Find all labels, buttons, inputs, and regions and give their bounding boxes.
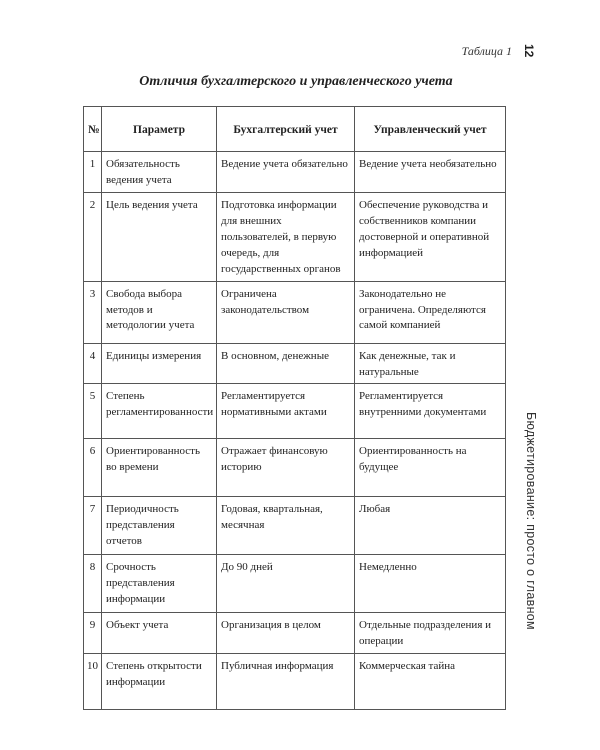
management-cell: Коммерческая тайна [355, 654, 506, 710]
management-cell: Ведение учета необязательно [355, 152, 506, 193]
row-number: 8 [84, 555, 102, 613]
column-header-number: № [84, 107, 102, 152]
management-cell: Немедленно [355, 555, 506, 613]
accounting-cell: До 90 дней [217, 555, 355, 613]
accounting-cell: Регламентируется нормативными актами [217, 384, 355, 439]
accounting-cell: Публичная информация [217, 654, 355, 710]
table-row [84, 497, 506, 555]
column-header-accounting: Бухгалтерский учет [217, 107, 355, 152]
table-header-row [84, 107, 506, 152]
column-header-parameter: Параметр [102, 107, 217, 152]
row-number: 10 [84, 654, 102, 710]
parameter-cell: Цель ведения учета [102, 192, 217, 281]
accounting-cell: Годовая, квартальная, месячная [217, 497, 355, 555]
table-row [84, 613, 506, 654]
parameter-cell: Объект учета [102, 613, 217, 654]
parameter-cell: Степень регламентированности [102, 384, 217, 439]
parameter-cell: Периодичность представления отчетов [102, 497, 217, 555]
row-number: 7 [84, 497, 102, 555]
table-title: Отличия бухгалтерского и управленческого учета [139, 74, 453, 89]
parameter-cell: Ориентированность во времени [102, 439, 217, 497]
row-number: 1 [84, 152, 102, 193]
parameter-cell: Степень открытости информации [102, 654, 217, 710]
management-cell: Отдельные подразделения и операции [355, 613, 506, 654]
table-row [84, 439, 506, 497]
accounting-cell: Отражает финансовую историю [217, 439, 355, 497]
accounting-cell: Ограничена законодательством [217, 281, 355, 343]
table-row [84, 343, 506, 384]
row-number: 5 [84, 384, 102, 439]
management-cell: Обеспечение руководства и собственников компании достоверной и оперативной информацией [355, 192, 506, 281]
column-header-management: Управленческий учет [355, 107, 506, 152]
row-number: 4 [84, 343, 102, 384]
management-cell: Как денежные, так и натуральные [355, 343, 506, 384]
table-row [84, 192, 506, 281]
table-row [84, 152, 506, 193]
table-label: Таблица 1 [461, 44, 512, 58]
management-cell: Ориентированность на будущее [355, 439, 506, 497]
parameter-cell: Единицы измерения [102, 343, 217, 384]
management-cell: Любая [355, 497, 506, 555]
accounting-cell: Подготовка информации для внешних пользователей, в первую очередь, для государственных органов [217, 192, 355, 281]
management-cell: Законодательно не ограничена. Определяются самой компанией [355, 281, 506, 343]
row-number: 9 [84, 613, 102, 654]
accounting-cell: Организация в целом [217, 613, 355, 654]
row-number: 6 [84, 439, 102, 497]
accounting-cell: Ведение учета обязательно [217, 152, 355, 193]
running-header-vertical: Бюджетирование: просто о главном [524, 412, 538, 630]
row-number: 3 [84, 281, 102, 343]
row-number: 2 [84, 192, 102, 281]
parameter-cell: Свобода выбора методов и методологии учета [102, 281, 217, 343]
parameter-cell: Обязательность ведения учета [102, 152, 217, 193]
table-row [84, 384, 506, 439]
page-number: 12 [522, 44, 536, 58]
table-row [84, 654, 506, 710]
management-cell: Регламентируется внутренними документами [355, 384, 506, 439]
table-row [84, 555, 506, 613]
comparison-table [83, 106, 506, 710]
accounting-cell: В основном, денежные [217, 343, 355, 384]
table-row [84, 281, 506, 343]
parameter-cell: Срочность представления информации [102, 555, 217, 613]
